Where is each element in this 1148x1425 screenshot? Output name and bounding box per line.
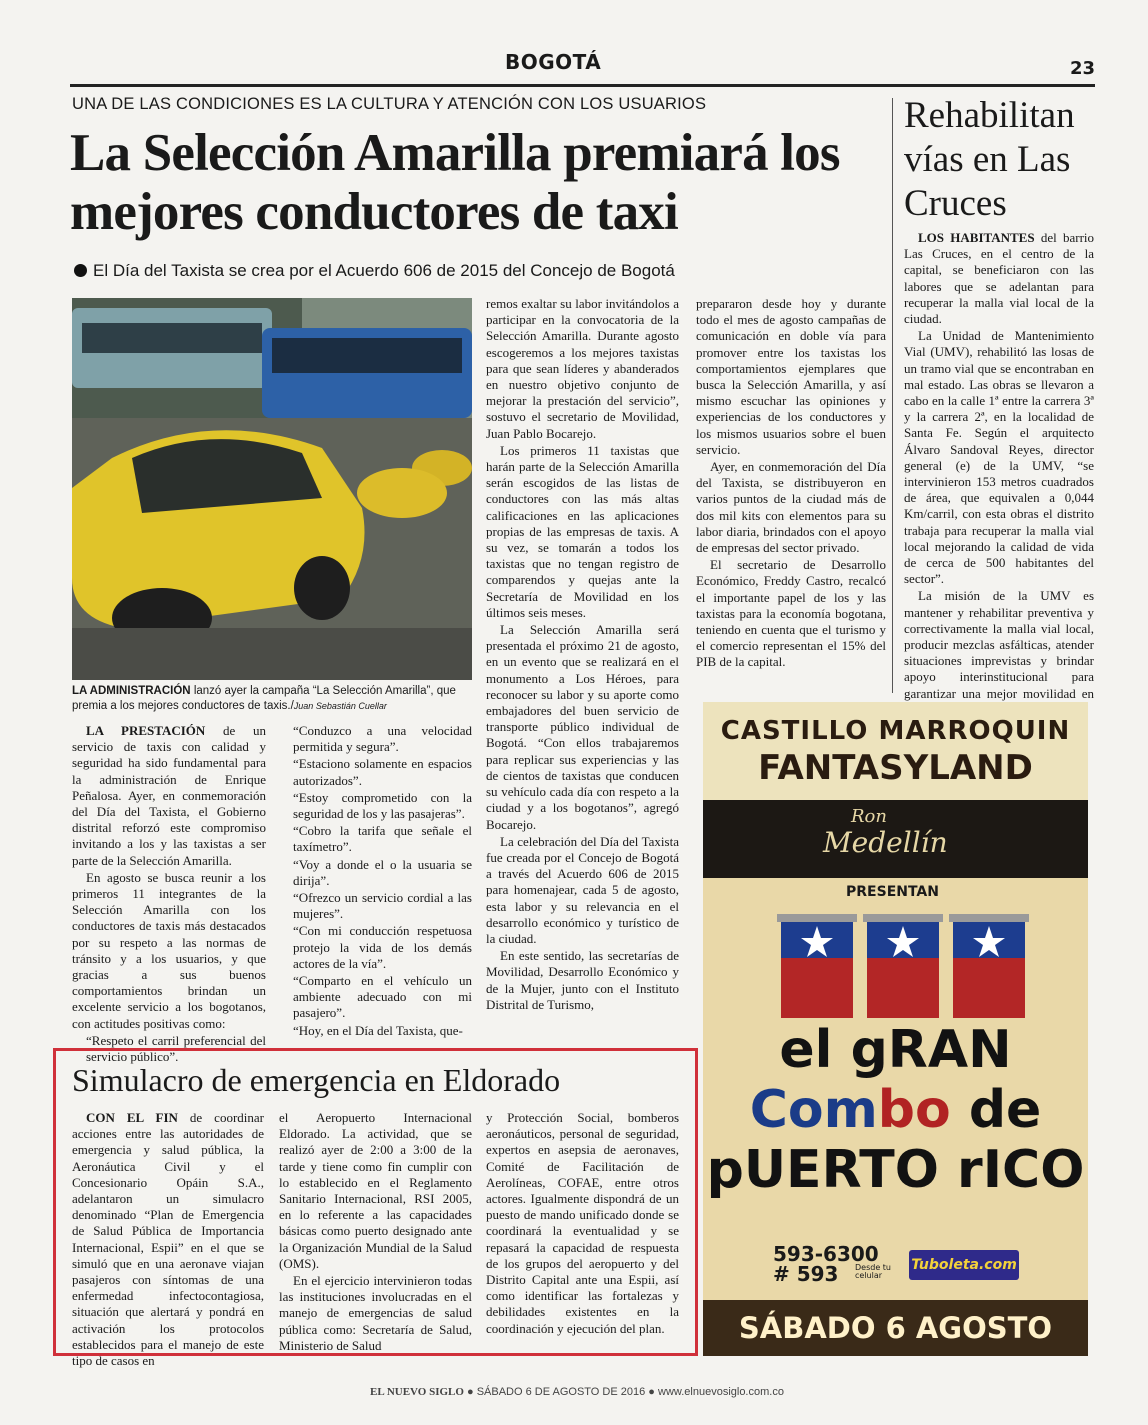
bullet-icon	[74, 264, 87, 277]
paragraph: El secretario de Desarrollo Económico, Freddy Castro, recalcó el importante papel de los y las taxistas para la economía bogotana, teniendo en cuenta que el turismo y el comercio representan el 15% del PIB de la capital.	[696, 557, 886, 670]
article-headline: La Selección Amarilla premiará los mejores conductores de taxi	[70, 124, 840, 241]
ad-title-line2: FANTASYLAND	[758, 748, 1033, 788]
ad-sponsor-ron: Ron	[851, 806, 887, 827]
paragraph: del barrio Las Cruces, en el centro de la capital, se beneficiaron con las labores que se adelantan para recuperar la malla vial local de la ciudad.	[904, 230, 1095, 327]
box-column-3	[486, 1110, 679, 1338]
lead-in: CON EL FIN	[86, 1110, 178, 1125]
ad-date: SÁBADO 6 AGOSTO	[703, 1300, 1088, 1356]
ad-main-title	[703, 1020, 1088, 1200]
article-column-2	[279, 723, 472, 1040]
header-rule	[70, 84, 1095, 87]
deck-text: El Día del Taxista se crea por el Acuerdo 606 de 2015 del Concejo de Bogotá	[93, 261, 675, 280]
sidebar-headline: Rehabilitan vías en Las Cruces	[904, 95, 1075, 224]
box-column-1	[72, 1110, 264, 1370]
advertisement	[703, 702, 1088, 1356]
page-footer: EL NUEVO SIGLO ● SÁBADO 6 DE AGOSTO DE 2016 ● www.elnuevosiglo.com.co	[370, 1386, 784, 1398]
photo-credit: Juan Sebastián Cuellar	[293, 701, 387, 711]
paragraph: La Unidad de Mantenimiento Vial (UMV), rehabilitó las losas de un tramo vial que se encontraban en mal estado. Las obras se llevaron a cabo en la calle 1ª entre la carrera 3ª y la carrera 2ª, en la localidad de Santa Fe. Según el arquitecto Álvaro Sandoval Reyes, director general (e) de la UMV, “se intervinieron 153 metros cuadrados de área, que equivalen a 0,044 Km/carril, con esta obras el distrito trabaja para recuperar la malla vial local mejorando la calidad de vida de cerca de 500 habitantes del sector”.	[904, 328, 1094, 587]
footer-url: www.elnuevosiglo.com.co	[658, 1386, 784, 1398]
article-deck	[74, 261, 675, 281]
bullet-item: “Cobro la tarifa que señale el taxímetro”.	[293, 823, 472, 855]
paragraph: Ayer, en conmemoración del Día del Taxista, se distribuyeron en varios puntos de la ciudad más de dos mil kits con elementos para su labor diaria, brindados con el apoyo de empresas del sector privado.	[696, 459, 886, 556]
ad-tuboleta-logo: Tuboleta.com	[909, 1250, 1019, 1280]
paragraph: de coordinar acciones entre las autoridades de emergencia y salud pública, la Aeronáutica Civil y el Concesionario Opáin S.A., adelantaron un simulacro denominado “Plan de Emergencia de Salud Pública de Importancia Internacional, Espii” en el que se simuló que en una aeronave viajan pasajeros con síntomas de una enfermedad infectocontagiosa, situación que alertará y pondrá en activación los protocolos establecidos para el manejo de este tipo de casos en	[72, 1110, 264, 1369]
ad-main-line2: Combo de	[749, 1080, 1042, 1140]
bullet-item: “Conduzco a una velocidad permitida y segura”.	[293, 723, 472, 755]
taxi-photo-illustration	[72, 298, 472, 680]
box-column-2	[279, 1110, 472, 1355]
ad-phone: 593-6300	[773, 1242, 879, 1266]
paragraph: el Aeropuerto Internacional Eldorado. La actividad, que se realizó ayer de 2:00 a 3:00 de la tarde y tiene como fin cumplir con lo establecido en el Reglamento Sanitario Internacional, RSI 2005, en lo referente a las capacidades básicas como puerto designado ante la Organización Mundial de la Salud (OMS).	[279, 1110, 472, 1271]
page-number: 23	[1070, 58, 1096, 79]
photo-caption	[72, 684, 472, 714]
taxi-photo	[72, 298, 472, 680]
paragraph: La misión de la UMV es mantener y rehabilitar preventiva y correctivamente la malla vial local, producir mezclas asfálticas, atender situaciones imprevistas y brindar apoyo interinstitucional para garantizar una mejor movilidad en	[904, 588, 1094, 701]
footer-date: SÁBADO 6 DE AGOSTO DE 2016	[476, 1386, 646, 1398]
paragraph: La celebración del Día del Taxista fue creada por el Concejo de Bogotá a través del Acuerdo 606 de 2015 para homenajear, cada 5 de agosto, esta labor y su relevancia en el desarrollo económico y turístico de la ciudad.	[486, 833, 679, 946]
ad-sponsor-name: Medellín	[823, 826, 948, 859]
lead-in: LA PRESTACIÓN	[86, 723, 206, 738]
footer-brand: EL NUEVO SIGLO	[370, 1386, 464, 1398]
paragraph: remos exaltar su labor invitándolos a participar en la convocatoria de la Selección Amarilla. Durante agosto escogeremos a los mejores taxistas para que sean líderes y abanderados en nuestro objetivo conjunto de mejorar la prestación del servicio”, sostuvo el secretario de Movilidad, Juan Pablo Bocarejo.	[486, 296, 679, 441]
bullet-item: “Voy a donde el o la usuaria se dirija”.	[293, 856, 472, 888]
paragraph: La Selección Amarilla será presentada el próximo 21 de agosto, en un evento que se realizará en el monumento a Los Héroes, para reconocer su labor y su aporte como embajadores del buen servicio de transporte público individual de Bogotá. “Con ellos trabajaremos para replicar sus experiencias y las de cientos de taxistas que conducen su vehículo cada día con respeto a la ciudad y a los bogotanos”, agregó Bocarejo.	[486, 622, 679, 832]
bullet-item: “Ofrezco un servicio cordial a las mujeres”.	[293, 890, 472, 922]
column-divider	[892, 98, 893, 693]
conga-drums-icon	[773, 908, 1033, 1018]
ad-desde-text: Desde tu celular	[855, 1263, 891, 1280]
ad-title-line1: CASTILLO MARROQUIN	[720, 716, 1071, 746]
article-column-3	[486, 296, 679, 1014]
article-column-1	[72, 723, 266, 1066]
paragraph: En agosto se busca reunir a los primeros 11 integrantes de la Selección Amarilla con los conductores de taxis más destacados por su respeto a las normas de tránsito y a los usuarios, y que gracias a sus buenos comportamientos brindan un excelente servicio a los bogotanos, con actitudes positivas como:	[72, 869, 266, 1031]
bullet-item: “Estaciono solamente en espacios autorizados”.	[293, 756, 472, 788]
ad-main-line1: el gRAN	[779, 1020, 1012, 1080]
paragraph: En el ejercicio intervinieron todas las instituciones involucradas en el manejo de emergencias de salud pública como: Secretaría de Salud, Ministerio de Salud	[279, 1273, 472, 1353]
bullet-item: “Respeto el carril preferencial del servicio público”.	[86, 1032, 266, 1065]
paragraph: prepararon desde hoy y durante todo el mes de agosto campañas de comunicación en doble vía para promover entre los taxistas los comportamientos ejemplares que busca la Selección Amarilla, y así mismo escuchar las opiniones y experiencias de los conductores y los mismos usuarios sobre el buen servicio.	[696, 296, 886, 457]
ad-main-line3: pUERTO rICO	[706, 1140, 1085, 1200]
paragraph: de un servicio de taxis con calidad y seguridad ha sido fundamental para la administración de Enrique Peñalosa. Ayer, en conmemoración del Día del Taxista, el Gobierno distrital reforzó este compromiso invitando a los y las taxistas a ser parte de la Selección Amarilla.	[72, 723, 266, 868]
box-headline: Simulacro de emergencia en Eldorado	[72, 1062, 561, 1098]
sidebar-column	[904, 230, 1094, 719]
paragraph: Los primeros 11 taxistas que harán parte de la Selección Amarilla serán escogidos de las listas de conductores con las más altas calificaciones en las aplicaciones propias de las empresas de taxis. A su vez, se tomarán a todos los taxistas que no tengan registro de comparendos y quejas ante la Secretaría de Movilidad en los últimos seis meses.	[486, 442, 679, 620]
paragraph: y Protección Social, bomberos aeronáuticos, personal de seguridad, expertos en asepsia de aeronaves, Comité de Facilitación de Aerolíneas, COFAE, entre otros actores. Igualmente dispondrá de un puesto de mando unificado donde se coordinará la eventualidad y se repasará la capacidad de respuesta de los grupos del aeropuerto y del Distrito Capital ante una Espii, así como identificar las fortalezas y debilidades existentes en la coordinación y ejecución del plan.	[486, 1110, 679, 1336]
ad-short-code: # 593	[773, 1262, 839, 1286]
paragraph: “Hoy, en el Día del Taxista, que-	[293, 1022, 463, 1038]
lead-in: LOS HABITANTES	[918, 230, 1035, 245]
ad-presentan: PRESENTAN	[846, 884, 939, 900]
bullet-item: “Con mi conducción respetuosa protejo la vida de los demás actores de la vía”.	[293, 923, 472, 971]
article-kicker: UNA DE LAS CONDICIONES ES LA CULTURA Y ATENCIÓN CON LOS USUARIOS	[72, 95, 707, 113]
article-column-4	[696, 296, 886, 672]
bullet-item: “Estoy comprometido con la seguridad de los y las pasajeras”.	[293, 789, 472, 822]
section-title: BOGOTÁ	[505, 50, 602, 74]
paragraph: En este sentido, las secretarías de Movilidad, Desarrollo Económico y de la Mujer, junto con el Instituto Distrital de Turismo,	[486, 948, 679, 1012]
bullet-item: “Comparto en el vehículo un ambiente adecuado con mi pasajero”.	[293, 973, 472, 1021]
caption-text: lanzó ayer la campaña “La Selección Amarilla”, que premia a los mejores conductores de taxis./	[72, 685, 456, 712]
caption-lead: LA ADMINISTRACIÓN	[72, 685, 191, 697]
